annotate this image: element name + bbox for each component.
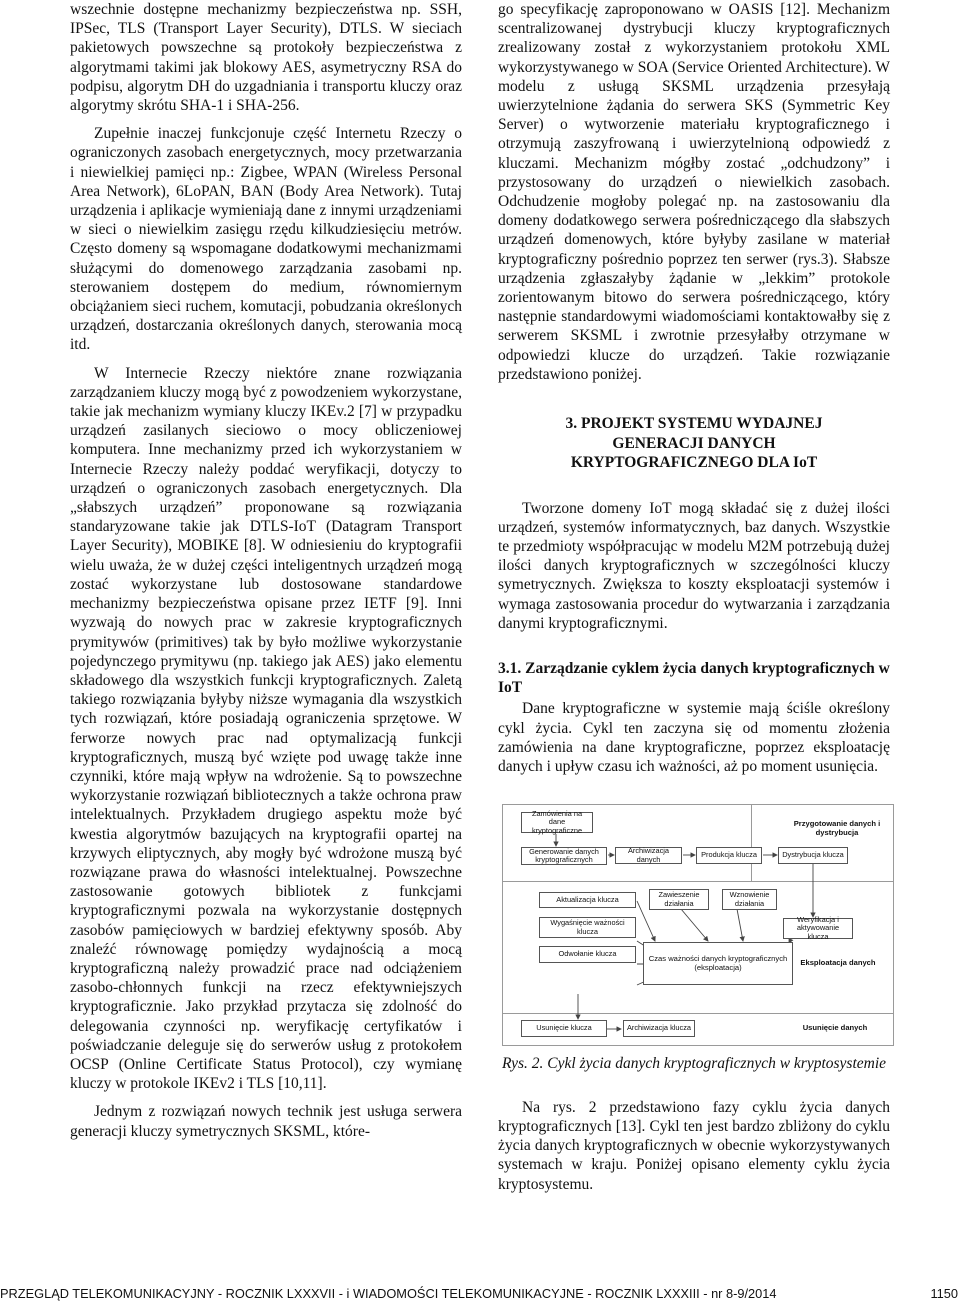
figure-caption: Rys. 2. Cykl życia danych kryptograficznych w kryptosystemie	[501, 1055, 887, 1073]
left-paragraph-3: W Internecie Rzeczy niektóre znane rozwiązania zarządzaniem kluczy mogą być z powodzeniem wykorzystane, takie jak mechanizm wymiany kluczy IKEv.2 [7] w przypadku urządzeń zasilanych sieciowo o mocy obliczeniowej komputera. Inne mechanizmy przed ich wykorzystaniem w Internecie Rzeczy należy poddać weryfikacji, dotyczy to urządzeń o ograniczonych zasobach energetycznych. Dla „słabszych urządzeń” proponowane są rozwiązania standaryzowane takie jak DTLS-IoT (Datagram Transport Layer Security), MOBIKE [8]. W odniesieniu do kryptografii wielu uważa, że w dużej części inteligentnych urządzeń mogą zostać wykorzystane lub dostosowane standardowe mechanizmy bezpieczeństwa opisane przez IETF [9]. Inni wyzwają do nowych prac w zakresie kryptograficznych prymitywów (primitives) tak by było możliwe wykorzystanie pojedynczego prymitywu (np. takiego jak AES) jako elementu składowego dla wszystkich funkcji kryptograficznych. Zaletą takiego rozwiązania byłyby niższe wymagania dla wszystkich tych rozwiązań, które posiadają ograniczenia sprzętowe. W ferworze nowych prac nad optymalizacją funkcji kryptograficznych, muszą być wzięte pod uwagę także inne czynniki, które mają wpływ na wdrożenie. Są to powszechne wykorzystanie rozwiązań bibliotecznych a także ochrona praw intelektualnych. Przykładem drugiego aspektu może być kwestia algorytmów bazujących na kryptografii opartej na krzywych eliptycznych, aby mogły być wdrożone muszą być rozwiązane prawa do własności intelektualnej. Powszechne zastosowanie gotowych bibliotek z funkcjami kryptograficznymi pozwala na wykorzystanie dostępnych zasobów pamięciowych w bardziej efektywny sposób. Aby znaleźć równowagę pomiędzy wydajnością a mocą kryptograficzną należy prowadzić prace nad odciążeniem zasobo-chłonnych funkcji na rzecz efektywniejszych kryptograficznie. Jako przykład przytacza się zdolność do delegowania czynności np. weryfikację certyfikatów i poświadczanie deleguje się do serwerów usług z protokołem OCSP (Online Certificate Status Protocol), czy wymianę kluczy w protokole IKEv2 i TLS [10,11].	[70, 364, 462, 1093]
diagram-box-expire-keys: Wygaśnięcie ważności klucza	[539, 917, 636, 938]
diagram-box-delete-keys: Usunięcie klucza	[521, 1020, 607, 1037]
diagram-box-produce-keys: Produkcja klucza	[696, 847, 762, 864]
right-paragraph-1: go specyfikację zaproponowano w OASIS [12]. Mechanizm scentralizowanej dystrybucji kluczy kryptograficznych zrealizowany został z wykorzystaniem protokołu XML wykorzystywanego w SOA (Service Oriented Architecture). W modelu z usługą SKSML urządzenia przesyłają uwierzytelnione żądania do serwera SKS (Symmetric Key Server) o wytworzenie materiału kryptograficznego i otrzymują zaszyfrowaną i uwierzytelnioną odpowiedź z kluczami. Mechanizm mógłby zostać „odchudzony” i przystosowany do urządzeń o niewielkich zasobach. Odchudzenie mogłoby polegać np. na zastosowaniu dla domeny dodatkowego serwera pośredniczącego dla słabszych urządzeń domenowych, które byłyby zasilane w materiał kryptograficzny pośrednio poprzez ten serwer (rys.3). Słabsze urządzenia zgłaszałyby żądanie w „lekkim” protokole zorientowanym bitowo do serwera pośredniczącego, który następnie standardowymi wiadomościami kontaktowałby się z serwerem SKSML i zwrotnie przesyłałby otrzymane w odpowiedzi klucze do urządzeń. Takie rozwiązanie przedstawiono poniżej.	[498, 1, 890, 383]
diagram-box-suspend: Zawieszenie działania	[649, 889, 709, 910]
section-title-line-2: GENERACJI DANYCH	[612, 434, 776, 452]
right-column	[498, 0, 890, 1194]
lifecycle-diagram	[502, 804, 894, 1046]
section-title-line-1: 3. PROJEKT SYSTEMU WYDAJNEJ	[565, 415, 823, 433]
diagram-box-validity-time: Czas ważności danych kryptograficznych (eksploatacja)	[643, 942, 793, 985]
page-number: 1150	[930, 1286, 958, 1301]
section-title-line-3: KRYPTOGRAFICZNEGO DLA IoT	[570, 454, 818, 472]
right-paragraph-4: Na rys. 2 przedstawiono fazy cyklu życia danych kryptograficznych [13]. Cykl ten jest bardzo zbliżony do cyklu życia danych kryptograficznych w obecnie wykorzystywanych systemach w kraju. Poniżej opisano elementy cyklu życia kryptosystemu.	[498, 1098, 890, 1193]
diagram-box-archive-keys: Archiwizacja klucza	[623, 1020, 695, 1037]
diagram-label-exploit: Eksploatacja danych	[800, 958, 876, 968]
page-footer	[0, 1286, 960, 1306]
diagram-box-update-keys: Aktualizacja klucza	[539, 892, 636, 908]
left-paragraph-4: Jednym z rozwiązań nowych technik jest usługa serwera generacji kluczy symetrycznych SKSML, które-	[70, 1103, 462, 1140]
diagram-label-deletion: Usunięcie danych	[802, 1023, 868, 1033]
diagram-box-generate: Generowanie danych kryptograficznych	[521, 847, 607, 865]
diagram-box-archive-data: Archiwizacja danych	[615, 847, 682, 864]
left-paragraph-1: wszechnie dostępne mechanizmy bezpieczeństwa np. SSH, IPSec, TLS (Transport Layer Security), DTLS. W sieciach pakietowych powszechne są protokoły bezpieczeństwa z algorytmami takimi jak blokowy AES, asymetryczny RSA do podpisu, algorytm DH do uzgadniania i transportu kluczy oraz algorytmy skrótu SHA-1 i SHA-256.	[70, 1, 462, 115]
diagram-box-resume: Wznowienie działania	[722, 889, 777, 910]
diagram-box-distribute-keys: Dystrybucja klucza	[778, 847, 848, 864]
left-column	[70, 0, 462, 1141]
left-paragraph-2: Zupełnie inaczej funkcjonuje część Internetu Rzeczy o ograniczonych zasobach energetycznych, mocy przetwarzania i niewielkiej pamięci np.: Zigbee, WPAN (Wireless Personal Area Network), 6LoPAN, BAN (Body Area Network). Tutaj urządzenia i aplikacje wymieniają dane z innymi urządzeniami w sieci o niewielkim zasięgu rzędu kilkudziesięciu metrów. Często domeny są wspomagane dodatkowymi mechanizmami służącymi do domenowego zarządzania zasobami np. sterowaniem dostępem do medium, równomiernym obciążaniem sieci ruchem, komutacji, pobudzania określonych urządzeń, dostarczania określonych danych, sterowania mocą itd.	[70, 125, 462, 354]
diagram-label-prep: Przygotowanie danych i dystrybucja	[793, 819, 881, 838]
subsection-title: 3.1. Zarządzanie cyklem życia danych kryptograficznych w IoT	[498, 659, 890, 697]
diagram-box-revoke-keys: Odwołanie klucza	[539, 946, 636, 963]
right-paragraph-2: Tworzone domeny IoT mogą składać się z dużej ilości urządzeń, systemów informatycznych, baz danych. Wszystkie te przedmioty współpracując w modelu M2M potrzebują dużej ilości danych kryptograficznych w szczególności kluczy symetrycznych. Zwiększa to koszty eksploatacji systemów i wymaga zastosowania procedur do wytwarzania i zarządzania danymi kryptograficznymi.	[498, 499, 890, 632]
right-paragraph-3: Dane kryptograficzne w systemie mają ściśle określony cykl życia. Cykl ten zaczyna się od momentu złożenia zamówienia na dane kryptograficzne, poprzez eksploatację danych i upływ czasu ich ważności, aż po moment usunięcia.	[498, 700, 890, 775]
diagram-box-order: Zamówienia na dane kryptograficzne	[521, 812, 593, 833]
diagram-box-verify: Weryfikacja i aktywowanie klucza	[783, 918, 853, 939]
journal-footer: PRZEGLĄD TELEKOMUNIKACYJNY - ROCZNIK LXXXVII - i WIADOMOŚCI TELEKOMUNIKACYJNE - ROCZNIK LXXXIII - nr 8-9/2014	[0, 1286, 777, 1301]
section-title	[498, 414, 890, 473]
